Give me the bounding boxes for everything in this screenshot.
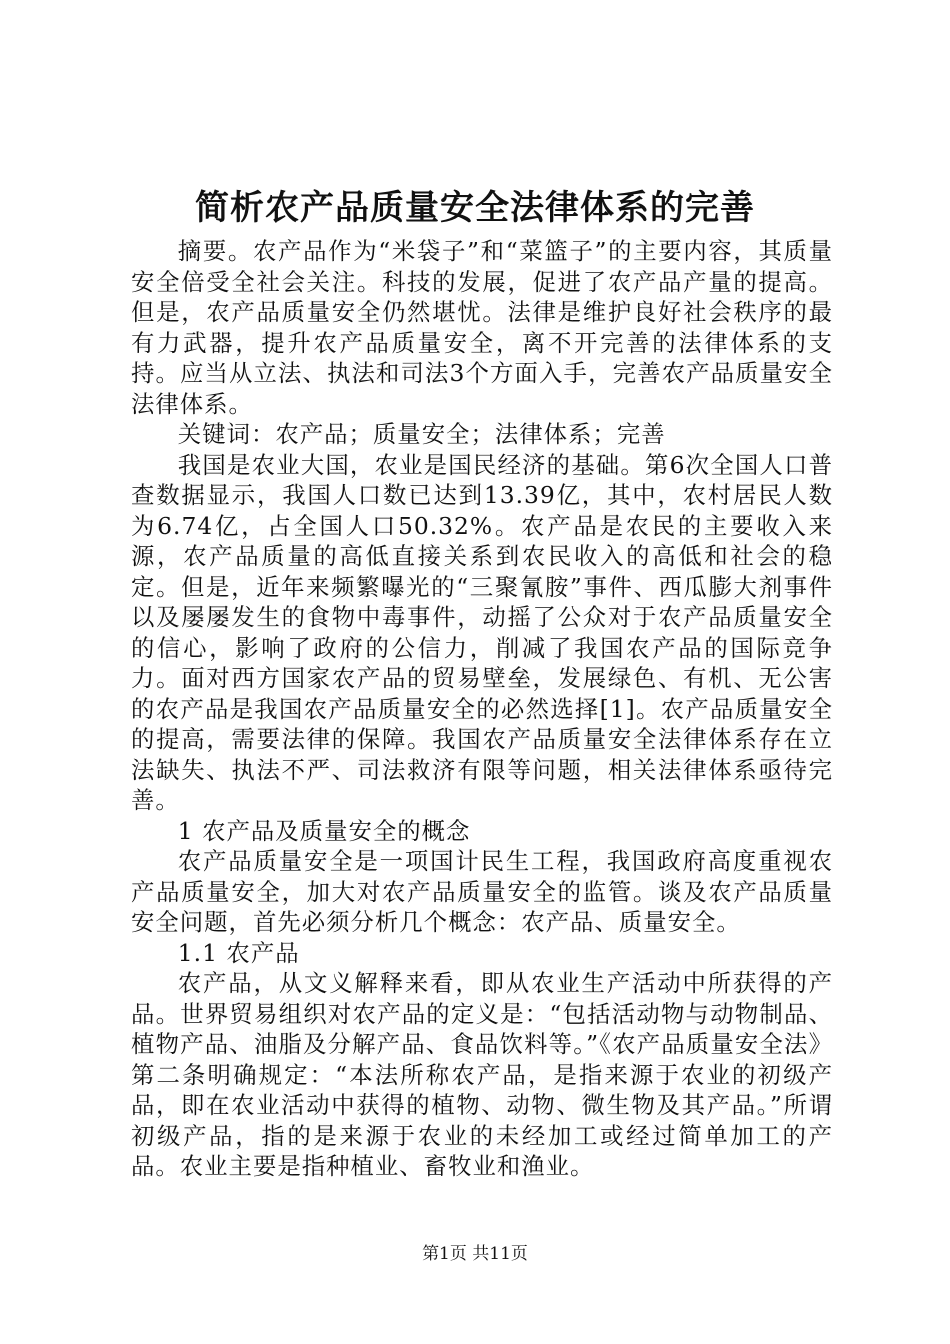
section-1-paragraph: 农产品质量安全是一项国计民生工程，我国政府高度重视农产品质量安全，加大对农产品质量安全的监管。谈及农产品质量安全问题，首先必须分析几个概念：农产品、质量安全。: [131, 847, 833, 936]
intro-paragraph: 我国是农业大国，农业是国民经济的基础。第6次全国人口普查数据显示，我国人口数已达到13.39亿，其中，农村居民人数为6.74亿，占全国人口50.32%。农产品是农民的主要收入来源，农产品质量的高低直接关系到农民收入的高低和社会的稳定。但是，近年来频繁曝光的“三聚氰胺”事件、西瓜膨大剂事件以及屡屡发生的食物中毒事件，动摇了公众对于农产品质量安全的信心，影响了政府的公信力，削减了我国农产品的国际竞争力。面对西方国家农产品的贸易壁垒，发展绿色、有机、无公害的农产品是我国农产品质量安全的必然选择[1]。农产品质量安全的提高，需要法律的保障。我国农产品质量安全法律体系存在立法缺失、执法不严、司法救济有限等问题，相关法律体系亟待完善。: [131, 450, 833, 814]
abstract-paragraph: 摘要。农产品作为“米袋子”和“菜篮子”的主要内容，其质量安全倍受全社会关注。科技的发展，促进了农产品产量的提高。但是，农产品质量安全仍然堪忧。法律是维护良好社会秩序的最有力武器，提升农产品质量安全，离不开完善的法律体系的支持。应当从立法、执法和司法3个方面入手，完善农产品质量安全法律体系。: [131, 237, 833, 418]
section-heading-1: 1 农产品及质量安全的概念: [177, 816, 471, 845]
page-footer: 第1页 共11页: [422, 1244, 528, 1264]
section-1-1-paragraph: 农产品，从文义解释来看，即从农业生产活动中所获得的产品。世界贸易组织对农产品的定义是：“包括活动物与动物制品、植物产品、油脂及分解产品、食品饮料等。”《农产品质量安全法》第二条明确规定：“本法所称农产品，是指来源于农业的初级产品，即在农业活动中获得的植物、动物、微生物及其产品。”所谓初级产品，指的是来源于农业的未经加工或经过简单加工的产品。农业主要是指种植业、畜牧业和渔业。: [131, 969, 833, 1180]
keywords-line: 关键词：农产品；质量安全；法律体系；完善: [177, 420, 666, 448]
document-body: [131, 236, 833, 1182]
section-heading-1-1: 1.1 农产品: [177, 938, 300, 967]
document-title: 简析农产品质量安全法律体系的完善: [195, 188, 755, 228]
